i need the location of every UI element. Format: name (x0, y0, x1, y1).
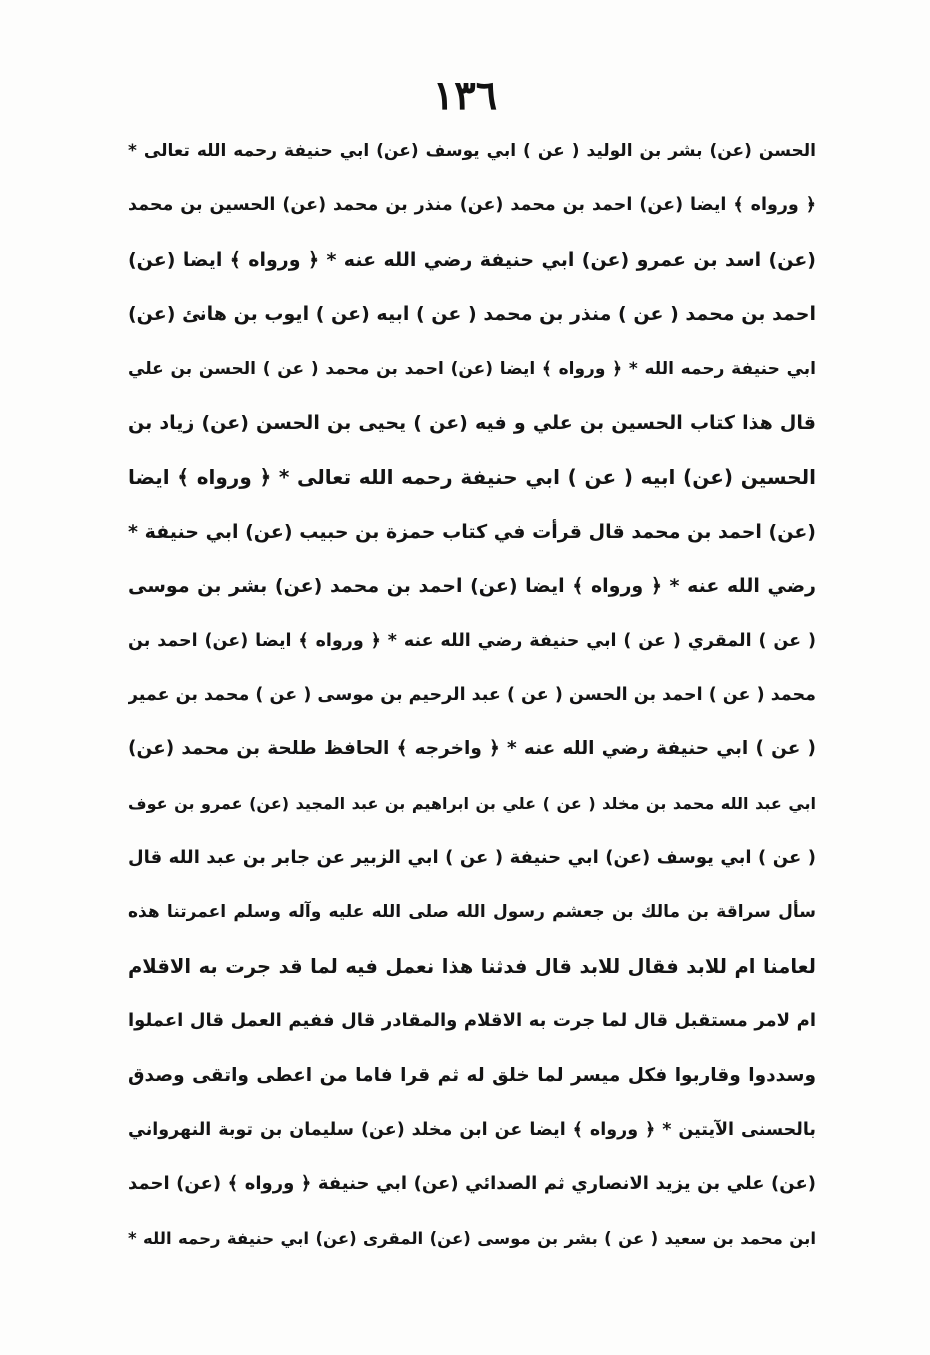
text-line: محمد ( عن ) احمد بن الحسن ( عن ) عبد الرحيم بن موسى ( عن ) محمد بن عمير (128, 684, 816, 705)
text-line: رضي الله عنه * ﴿ ورواه ﴾ ايضا (عن) احمد بن محمد (عن) بشر بن موسى (128, 575, 816, 598)
text-line: سأل سراقة بن مالك بن جعشم رسول الله صلى الله عليه وآله وسلم اعمرتنا هذه (128, 902, 816, 923)
body-text (128, 124, 816, 1266)
text-line: ( عن ) المقري ( عن ) ابي حنيفة رضي الله عنه * ﴿ ورواه ﴾ ايضا (عن) احمد بن (128, 630, 816, 651)
text-line: بالحسنى الآيتين * ﴿ ورواه ﴾ ايضا عن ابن مخلد (عن) سليمان بن توبة النهرواني (128, 1120, 816, 1141)
text-line: قال هذا كتاب الحسين بن علي و فيه (عن ) يحيى بن الحسن (عن) زياد بن (128, 411, 816, 434)
text-line: لعامنا ام للابد فقال للابد قال فدثنا هذا نعمل فيه لما قد جرت به الاقلام (128, 954, 816, 978)
text-line: (عن) احمد بن محمد قال قرأت في كتاب حمزة بن حبيب (عن) ابي حنيفة * (128, 520, 816, 543)
text-line: ( عن ) ابي حنيفة رضي الله عنه * ﴿ واخرجه ﴾ الحافظ طلحة بن محمد (عن) (128, 738, 816, 760)
text-line: ﴿ ورواه ﴾ ايضا (عن) احمد بن محمد (عن) منذر بن محمد (عن) الحسين بن محمد (128, 195, 816, 216)
text-line: ابي حنيفة رحمه الله * ﴿ ورواه ﴾ ايضا (عن) احمد بن محمد ( عن ) الحسن بن علي (128, 358, 816, 379)
text-line: ابي عبد الله محمد بن مخلد ( عن ) علي بن ابراهيم بن عبد المجيد (عن) عمرو بن عوف (128, 793, 816, 813)
text-line: وسددوا وقاربوا فكل ميسر لما خلق له ثم قرا فاما من اعطى واتقى وصدق (128, 1064, 816, 1086)
text-line: (عن) اسد بن عمرو (عن) ابي حنيفة رضي الله عنه * ﴿ ورواه ﴾ ايضا (عن) (128, 248, 816, 271)
text-line: الحسن (عن) بشر بن الوليد ( عن ) ابي يوسف (عن) ابي حنيفة رحمه الله تعالى * (128, 141, 816, 161)
page-number: ١٣٦ (432, 72, 498, 119)
text-line: ام لامر مستقبل قال لما جرت به الاقلام والمقادر قال ففيم العمل قال اعملوا (128, 1010, 816, 1032)
text-line: احمد بن محمد ( عن ) منذر بن محمد ( عن ) ابيه (عن ) ايوب بن هانئ (عن) (128, 303, 816, 326)
text-line: (عن) علي بن يزيد الانصاري ثم الصدائي (عن) ابي حنيفة ﴿ ورواه ﴾ (عن) احمد (128, 1173, 816, 1195)
text-line: ابن محمد بن سعيد ( عن ) بشر بن موسى (عن) المقرى (عن) ابي حنيفة رحمه الله * (128, 1228, 816, 1248)
text-line: ( عن ) ابي يوسف (عن) ابي حنيفة ( عن ) ابي الزبير عن جابر بن عبد الله قال (128, 847, 816, 869)
text-line: الحسين (عن) ابيه ( عن ) ابي حنيفة رحمه الله تعالى * ﴿ ورواه ﴾ ايضا (128, 465, 816, 490)
